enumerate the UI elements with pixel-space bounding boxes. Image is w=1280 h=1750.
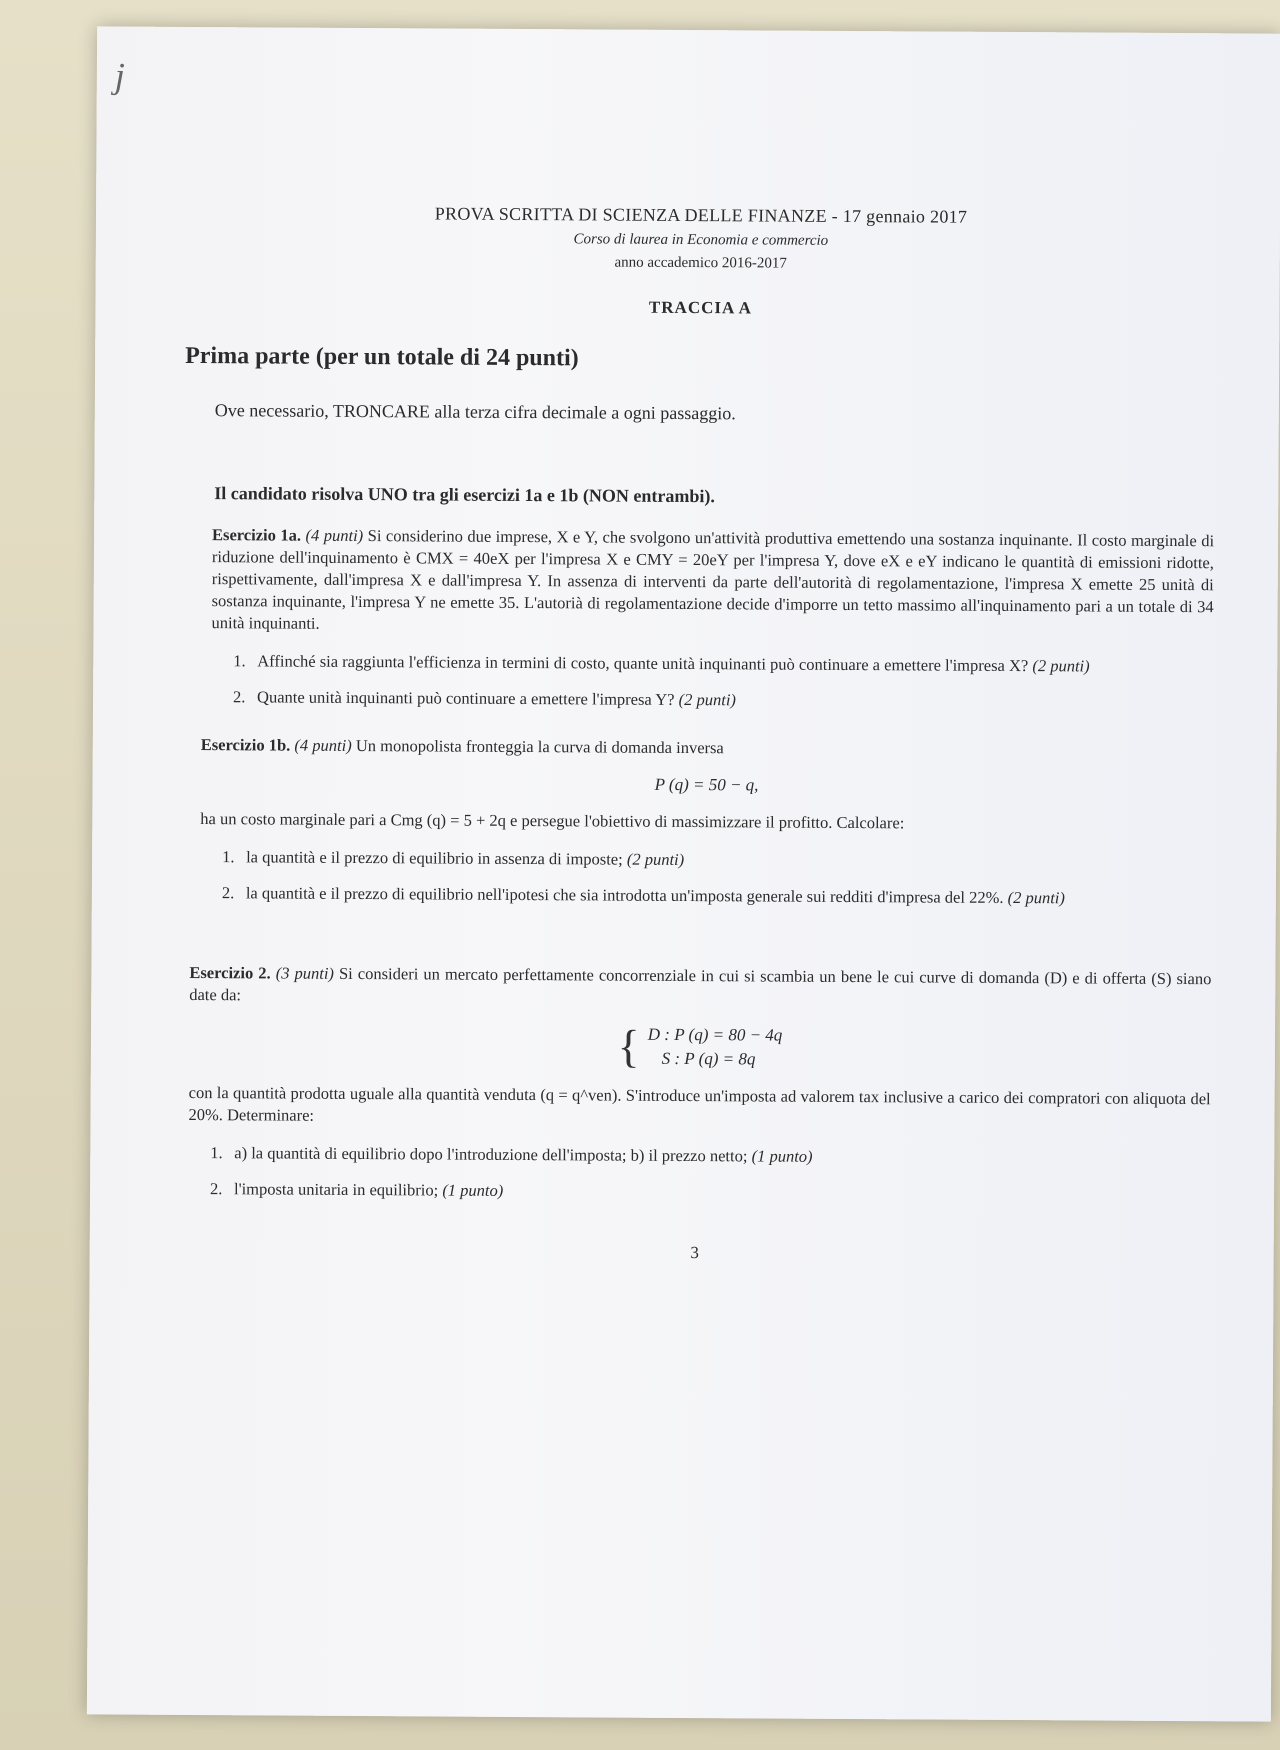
brace-icon: { (617, 1020, 640, 1072)
supply-equation: S : P (q) = 8q (661, 1048, 756, 1069)
exercise-1b-body-2: ha un costo marginale pari a Cmg (q) = 5 + 2q e persegue l'obiettivo di massimizzare il profitto. Calcolare: (200, 809, 905, 833)
traccia-label: TRACCIA A (648, 297, 753, 318)
list-item: 1. la quantità e il prezzo di equilibrio in assenza di imposte; (2 punti) (222, 847, 685, 870)
list-item: 2. Quante unità inquinanti può continuare a emettere l'impresa Y? (2 punti) (233, 687, 737, 710)
exercise-2-text (189, 962, 1211, 1012)
exercise-1a-points: (4 punti) (305, 525, 364, 546)
list-item: 2. l'imposta unitaria in equilibrio; (1 punto) (210, 1179, 504, 1200)
exercise-1b (182, 734, 1213, 910)
choice-instruction: Il candidato risolva UNO tra gli esercizi 1a e 1b (NON entrambi). (214, 483, 715, 507)
page-number: 3 (690, 1243, 699, 1263)
exercise-2-body-2: con la quantità prodotta uguale alla quantità venduta (q = q^ven). S'introduce un'imposta ad valorem tax inclusive a carico dei compratori con aliquota del 20%. Determinare: (188, 1082, 1211, 1125)
demand-equation: D : P (q) = 80 − 4q (647, 1024, 783, 1045)
list-item: 2. la quantità e il prezzo di equilibrio nell'ipotesi che sia introdotta un'imposta generale sui redditi d'impresa del 22%. (2 punti) (221, 883, 1065, 908)
exercise-2-points: (3 punti) (275, 963, 335, 983)
demand-formula: P (q) = 50 − q, (654, 774, 759, 795)
exercise-1a-questions (211, 650, 1213, 714)
supply-demand-system (189, 1020, 1211, 1074)
course-name: Corso di laurea in Economia e commercio (573, 231, 829, 249)
exercise-1b-text (201, 734, 1213, 762)
exercise-2 (180, 962, 1211, 1206)
exercise-1a-body: Si considerino due imprese, X e Y, che svolgono un'attività produttiva emettendo una sostanza inquinante. Il costo marginale di riduzione dell'inquinamento è CMX = 40eX per l'impresa X e CMY = 20eY per l'impresa Y, dove eX e eY indicano le quantità di emissioni ridotte, rispettivamente, dall'impresa X e dall'impresa Y. In assenza di interventi da parte dell'autorità di regolamentazione, l'impresa X emette 25 unità di sostanza inquinante, l'impresa Y ne emette 35. L'autorià di regolamentazione decide d'imporre un tetto massimo all'inquinamento pari a un totale di 34 unità inquinanti. (211, 526, 1215, 633)
exercise-1a-text (211, 524, 1214, 640)
exam-title: PROVA SCRITTA DI SCIENZA DELLE FINANZE - 17 gennaio 2017 (434, 203, 968, 227)
exam-sheet (87, 26, 1280, 1721)
part-title: Prima parte (per un totale di 24 punti) (185, 342, 579, 372)
sheet-content (180, 202, 1216, 1266)
exercise-1b-questions (200, 846, 1212, 910)
exercise-2-title: Esercizio 2. (189, 962, 271, 983)
exercise-1b-body: Un monopolista fronteggia la curva di domanda inversa (355, 735, 724, 758)
corner-mark: j (114, 55, 126, 96)
academic-year: anno accademico 2016-2017 (614, 254, 787, 272)
exercise-1a-title: Esercizio 1a. (212, 525, 302, 545)
truncation-note: Ove necessario, TRONCARE alla terza cifra decimale a ogni passaggio. (214, 400, 736, 424)
exercise-1b-points: (4 punti) (294, 735, 352, 755)
exercise-2-questions (188, 1142, 1210, 1206)
exercise-1a (183, 524, 1214, 714)
list-item: 1. a) la quantità di equilibrio dopo l'introduzione dell'imposta; b) il prezzo netto; (1 punto) (210, 1143, 813, 1166)
list-item: 1. Affinché sia raggiunta l'efficienza in termini di costo, quante unità inquinanti può continuare a emettere l'impresa X? (2 punti) (233, 651, 1090, 676)
exercise-2-body: Si consideri un mercato perfettamente concorrenziale in cui si scambia un bene le cui curve di domanda (D) e di offerta (S) siano date da: (189, 963, 1212, 1005)
exercise-1b-title: Esercizio 1b. (200, 735, 291, 755)
